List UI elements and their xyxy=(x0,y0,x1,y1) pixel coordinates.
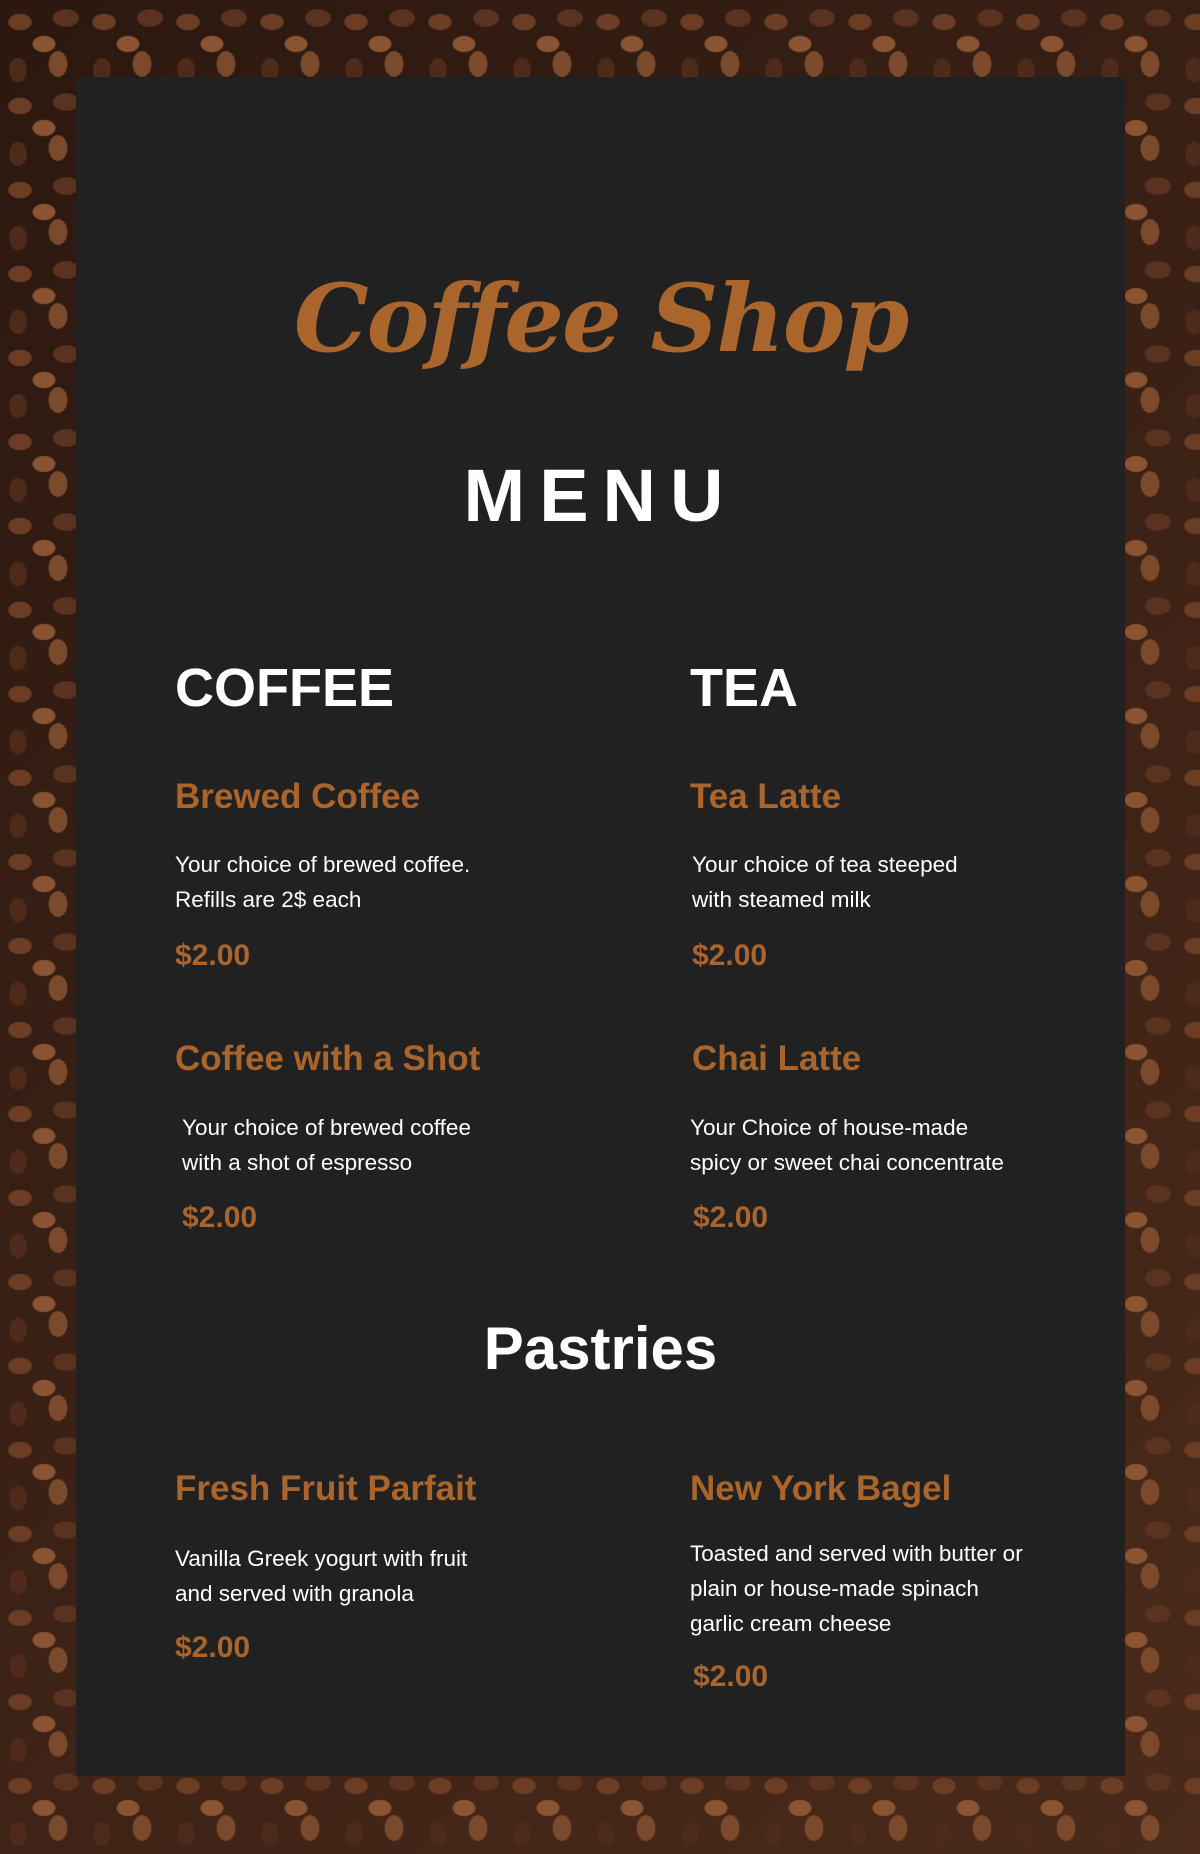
item-name: New York Bagel xyxy=(690,1469,952,1508)
item-description: Your choice of tea steeped with steamed milk xyxy=(692,852,958,912)
item-price: $2.00 xyxy=(692,939,768,972)
item-name: Brewed Coffee xyxy=(175,777,421,816)
item-price: $2.00 xyxy=(693,1660,769,1693)
item-name: Fresh Fruit Parfait xyxy=(175,1469,477,1508)
brand-title: Coffee Shop xyxy=(293,264,908,374)
item-name: Tea Latte xyxy=(690,777,842,816)
coffee-heading: COFFEE xyxy=(175,658,395,718)
item-description: Your choice of brewed coffee with a shot of espresso xyxy=(182,1115,471,1175)
item-description: Vanilla Greek yogurt with fruit and served with granola xyxy=(175,1546,468,1606)
item-description: Your choice of brewed coffee. Refills are 2$ each xyxy=(175,852,471,912)
pastries-heading: Pastries xyxy=(483,1315,718,1382)
menu-panel xyxy=(76,77,1125,1776)
item-name: Coffee with a Shot xyxy=(175,1039,481,1078)
item-price: $2.00 xyxy=(693,1201,769,1234)
item-price: $2.00 xyxy=(175,939,251,972)
item-name: Chai Latte xyxy=(692,1039,862,1078)
tea-heading: TEA xyxy=(690,658,798,718)
item-description: Your Choice of house-made spicy or sweet chai concentrate xyxy=(690,1115,1004,1175)
item-price: $2.00 xyxy=(175,1631,251,1664)
menu-title: MENU xyxy=(463,454,738,537)
item-description: Toasted and served with butter or plain or house-made spinach garlic cream cheese xyxy=(690,1541,1023,1636)
item-price: $2.00 xyxy=(182,1201,258,1234)
